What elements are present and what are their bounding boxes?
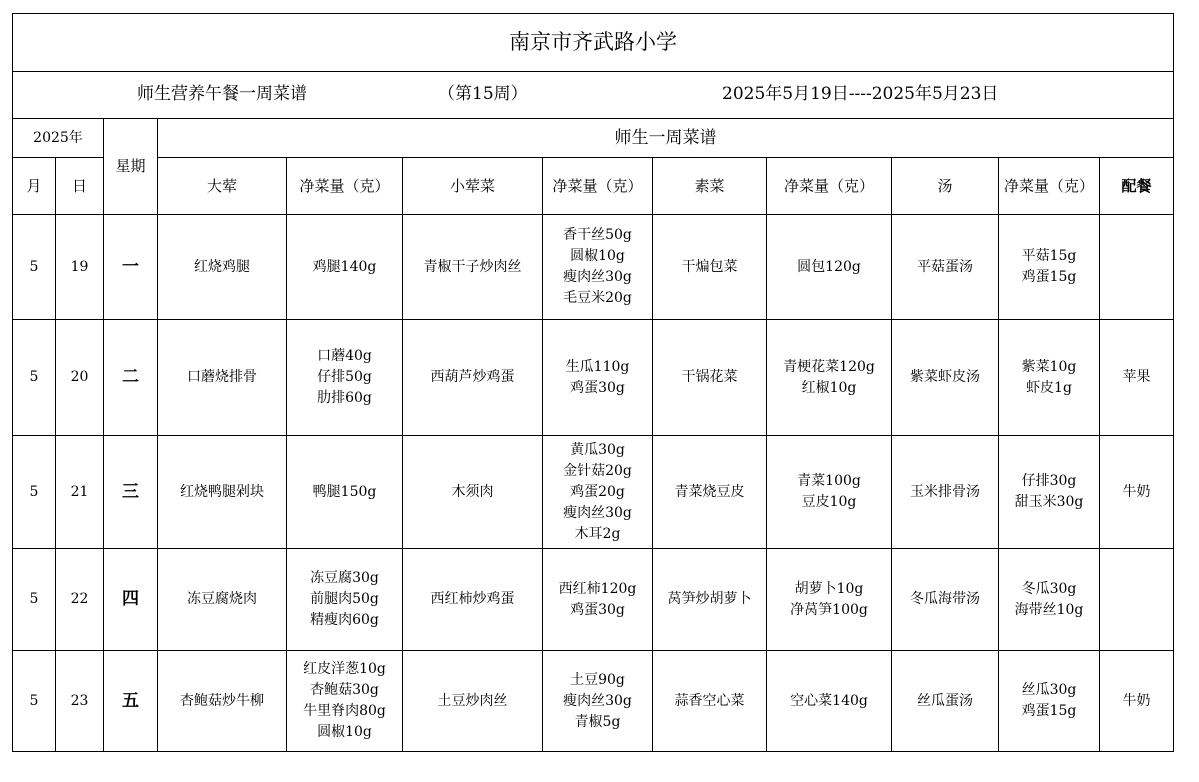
- day-cell: 22: [56, 549, 104, 651]
- soup-cell: 冬瓜海带汤: [892, 549, 999, 651]
- weight-line: 胡萝卜10g: [794, 580, 864, 597]
- weight-line: 牛里脊肉80g: [303, 703, 386, 719]
- main-dish-cell: 红烧鸡腿: [158, 215, 287, 320]
- main-dish-header: 大荤: [158, 158, 287, 215]
- extra-header: 配餐: [1100, 158, 1174, 215]
- weight-line: 鸡蛋30g: [570, 601, 625, 618]
- weight-line: 黄瓜30g: [570, 441, 625, 458]
- weight-line: 瘦肉丝30g: [563, 269, 632, 285]
- extra-cell: [1100, 549, 1174, 651]
- menu-sheet: [12, 13, 1173, 752]
- weight-line: 海带丝10g: [1014, 601, 1084, 618]
- weight-line: 毛豆米20g: [563, 290, 632, 306]
- weight-line: 香干丝50g: [563, 227, 632, 243]
- subtitle-row: [13, 72, 1174, 119]
- veg-cell: 蒜香空心菜: [653, 651, 767, 752]
- weight-line: 红椒10g: [801, 379, 857, 396]
- month-cell: 5: [13, 215, 56, 320]
- week-label: （第15周）: [438, 84, 528, 104]
- veg-cell: 干煸包菜: [653, 215, 767, 320]
- weight-line: 净莴笋100g: [790, 601, 868, 618]
- year-header: 2025年: [13, 119, 104, 158]
- main-weight-cell: [287, 320, 403, 436]
- main-dish-cell: 红烧鸭腿剁块: [158, 436, 287, 549]
- small-weight-cell: [543, 320, 653, 436]
- small-meat-cell: 木须肉: [403, 436, 543, 549]
- weight-line: 圆包120g: [797, 258, 861, 275]
- weight-line: 鸡腿140g: [312, 258, 377, 275]
- soup-weight-cell: [999, 436, 1100, 549]
- weekday-cell: 三: [104, 436, 158, 549]
- table-row: [13, 651, 1174, 752]
- main-weight-cell: [287, 215, 403, 320]
- small-weight-cell: [543, 215, 653, 320]
- day-cell: 21: [56, 436, 104, 549]
- veg-cell: 青菜烧豆皮: [653, 436, 767, 549]
- soup-weight-cell: [999, 651, 1100, 752]
- weekday-cell: 二: [104, 320, 158, 436]
- main-dish-cell: 杏鲍菇炒牛柳: [158, 651, 287, 752]
- weight-line: 豆皮10g: [801, 494, 857, 510]
- small-meat-cell: 土豆炒肉丝: [403, 651, 543, 752]
- weight-line: 空心菜140g: [790, 692, 868, 709]
- weight-line: 肋排60g: [317, 390, 372, 406]
- day-cell: 20: [56, 320, 104, 436]
- weight-line: 仔排50g: [317, 369, 372, 385]
- veg-weight-cell: [767, 549, 892, 651]
- weight-line: 冬瓜30g: [1021, 580, 1077, 597]
- extra-cell: 牛奶: [1100, 651, 1174, 752]
- menu-table: [12, 13, 1174, 752]
- weekday-header: 星期: [104, 119, 158, 215]
- weight-line: 土豆90g: [570, 671, 625, 688]
- weight-line: 鸡蛋30g: [570, 379, 625, 396]
- weight-line: 圆椒10g: [570, 248, 625, 264]
- weight-line: 鸡蛋15g: [1021, 703, 1077, 719]
- weekly-menu-header: 师生一周菜谱: [158, 119, 1174, 158]
- soup-header: 汤: [892, 158, 999, 215]
- table-row: [13, 215, 1174, 320]
- soup-cell: 紫菜虾皮汤: [892, 320, 999, 436]
- small-meat-header: 小荤菜: [403, 158, 543, 215]
- veg-weight-cell: [767, 651, 892, 752]
- veg-weight-cell: [767, 436, 892, 549]
- weight-line: 青菜100g: [797, 473, 861, 489]
- month-cell: 5: [13, 549, 56, 651]
- school-title: 南京市齐武路小学: [13, 14, 1174, 72]
- weight-line: 紫菜10g: [1021, 358, 1077, 375]
- weight-line: 前腿肉50g: [310, 591, 379, 607]
- soup-weight-cell: [999, 320, 1100, 436]
- weekday-cell: 四: [104, 549, 158, 651]
- weekday-cell: 一: [104, 215, 158, 320]
- net-weight-header: 净菜量（克）: [287, 158, 403, 215]
- weight-line: 仔排30g: [1021, 473, 1077, 489]
- weight-line: 甜玉米30g: [1014, 494, 1084, 510]
- soup-cell: 玉米排骨汤: [892, 436, 999, 549]
- veg-weight-cell: [767, 215, 892, 320]
- weight-line: 口蘑40g: [317, 348, 372, 364]
- weight-line: 杏鲍菇30g: [310, 682, 379, 698]
- weight-line: 鸡蛋15g: [1021, 269, 1077, 285]
- weight-line: 瘦肉丝30g: [563, 692, 632, 709]
- weight-line: 鸭腿150g: [312, 483, 377, 500]
- small-meat-cell: 青椒干子炒肉丝: [403, 215, 543, 320]
- main-weight-cell: [287, 651, 403, 752]
- soup-weight-cell: [999, 549, 1100, 651]
- small-weight-cell: [543, 436, 653, 549]
- table-row: [13, 320, 1174, 436]
- month-cell: 5: [13, 320, 56, 436]
- month-header: 月: [13, 158, 56, 215]
- veg-cell: 莴笋炒胡萝卜: [653, 549, 767, 651]
- main-dish-cell: 口蘑烧排骨: [158, 320, 287, 436]
- month-cell: 5: [13, 436, 56, 549]
- soup-weight-cell: [999, 215, 1100, 320]
- weight-line: 冻豆腐30g: [310, 570, 379, 586]
- main-dish-cell: 冻豆腐烧肉: [158, 549, 287, 651]
- weight-line: 青梗花菜120g: [783, 358, 875, 375]
- weight-line: 青椒5g: [574, 713, 621, 730]
- weight-line: 木耳2g: [574, 525, 621, 542]
- main-weight-cell: [287, 549, 403, 651]
- weight-line: 红皮洋葱10g: [303, 661, 386, 677]
- date-range: 2025年5月19日----2025年5月23日: [722, 84, 999, 104]
- net-weight-header: 净菜量（克）: [543, 158, 653, 215]
- extra-cell: 苹果: [1100, 320, 1174, 436]
- net-weight-header: 净菜量（克）: [999, 158, 1100, 215]
- weight-line: 丝瓜30g: [1021, 682, 1077, 698]
- weight-line: 瘦肉丝30g: [563, 504, 632, 521]
- veg-weight-cell: [767, 320, 892, 436]
- weekday-cell: 五: [104, 651, 158, 752]
- day-cell: 19: [56, 215, 104, 320]
- small-weight-cell: [543, 549, 653, 651]
- soup-cell: 平菇蛋汤: [892, 215, 999, 320]
- weight-line: 虾皮1g: [1026, 379, 1072, 396]
- day-cell: 23: [56, 651, 104, 752]
- net-weight-header: 净菜量（克）: [767, 158, 892, 215]
- veg-cell: 干锅花菜: [653, 320, 767, 436]
- weight-line: 鸡蛋20g: [570, 483, 625, 500]
- weight-line: 平菇15g: [1021, 248, 1077, 264]
- month-cell: 5: [13, 651, 56, 752]
- weight-line: 金针菇20g: [563, 462, 632, 479]
- extra-cell: 牛奶: [1100, 436, 1174, 549]
- main-weight-cell: [287, 436, 403, 549]
- day-header: 日: [56, 158, 104, 215]
- small-meat-cell: 西葫芦炒鸡蛋: [403, 320, 543, 436]
- table-row: [13, 436, 1174, 549]
- veg-header: 素菜: [653, 158, 767, 215]
- menu-title: 师生营养午餐一周菜谱: [137, 84, 307, 104]
- extra-cell: [1100, 215, 1174, 320]
- small-meat-cell: 西红柿炒鸡蛋: [403, 549, 543, 651]
- weight-line: 圆椒10g: [317, 724, 372, 740]
- small-weight-cell: [543, 651, 653, 752]
- soup-cell: 丝瓜蛋汤: [892, 651, 999, 752]
- weight-line: 生瓜110g: [565, 358, 630, 375]
- table-row: [13, 549, 1174, 651]
- weight-line: 西红柿120g: [558, 580, 637, 597]
- weight-line: 精瘦肉60g: [310, 612, 379, 628]
